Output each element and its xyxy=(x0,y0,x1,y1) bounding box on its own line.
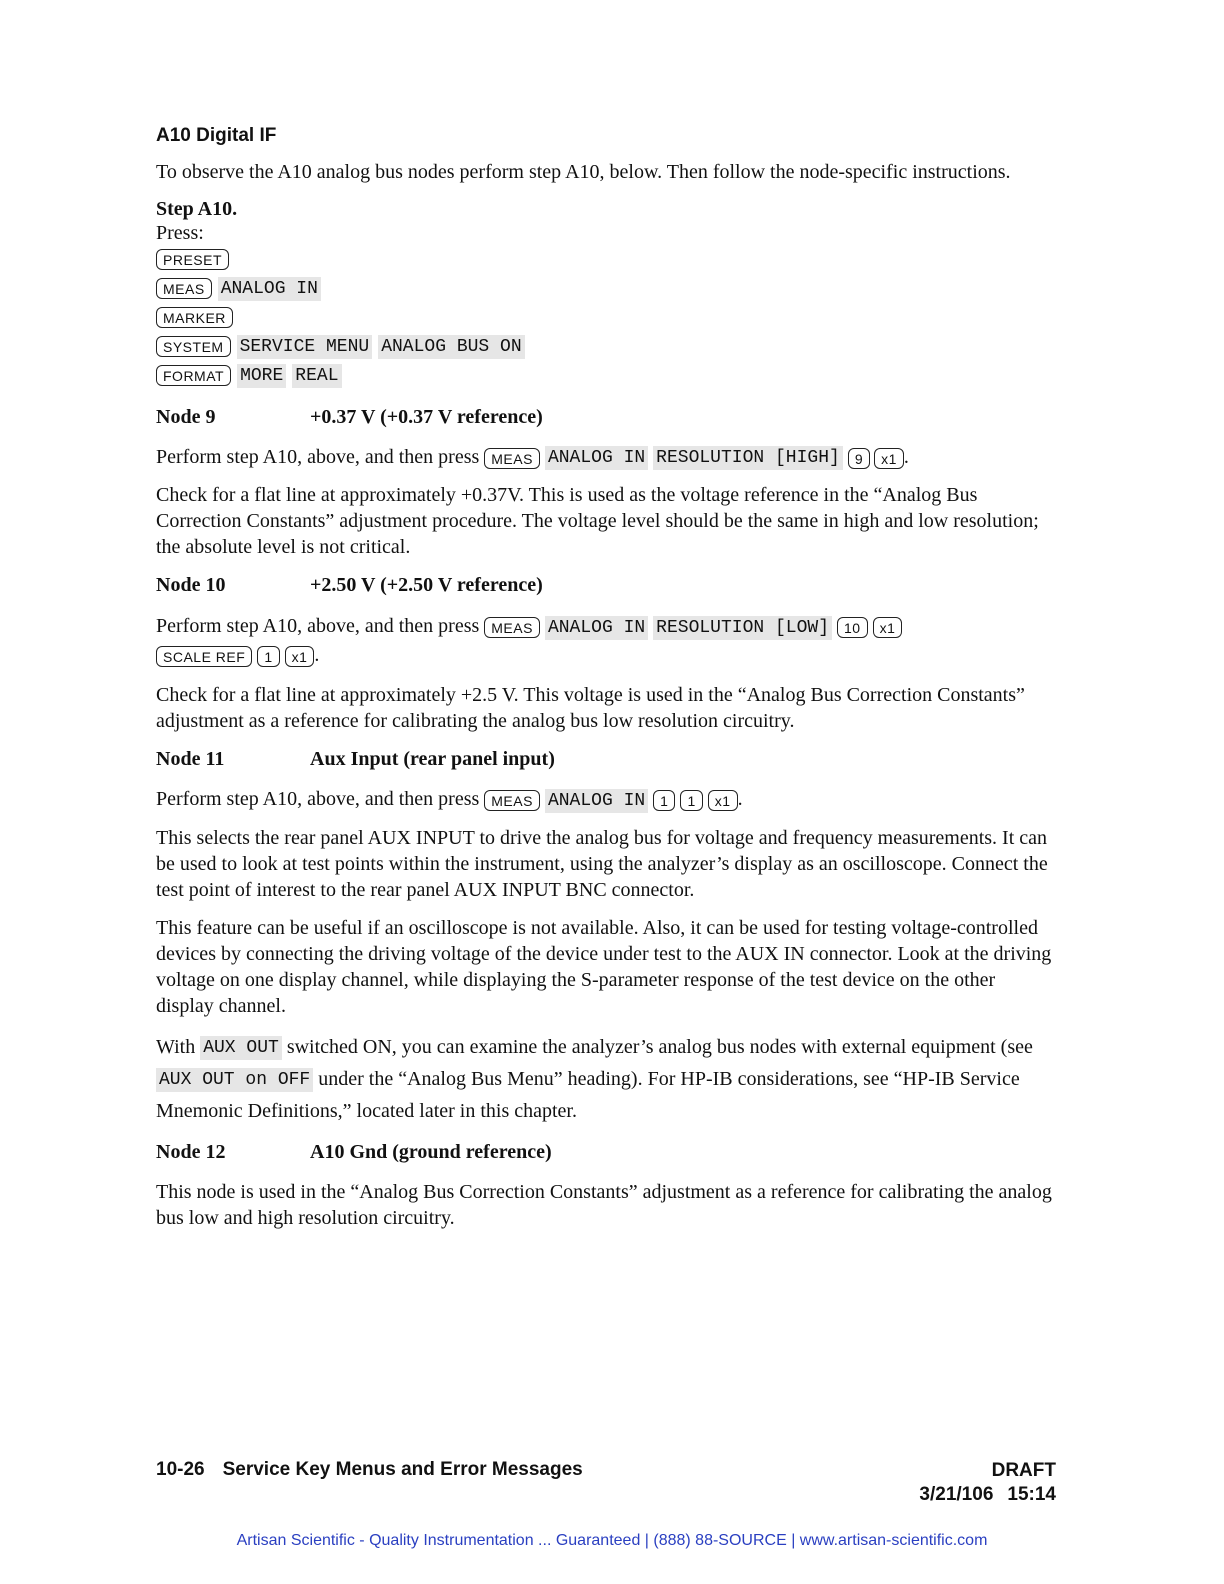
node-description: This node is used in the “Analog Bus Correction Constants” adjustment as a reference for calibrating the analog bus low and high resolution circuitry. xyxy=(156,1180,1052,1229)
node-title: +0.37 V (+0.37 V reference) xyxy=(310,406,543,428)
step-title: Step A10. xyxy=(156,198,238,220)
aux-out-on-off-softkey[interactable]: AUX OUT on OFF xyxy=(156,1068,313,1092)
system-key[interactable]: SYSTEM xyxy=(156,336,231,357)
node-title: A10 Gnd (ground reference) xyxy=(310,1140,552,1163)
footer-left xyxy=(156,1459,583,1481)
node-description: Check for a flat line at approximately +0.37V. This is used as the voltage reference in the “Analog Bus Correction Constants” adjustment procedure. The voltage level should be the same in high and low resolution; the absolute level is not critical. xyxy=(156,484,1039,559)
footer-date: 3/21/106 xyxy=(919,1484,994,1505)
x1-key[interactable]: x1 xyxy=(708,790,738,811)
node-heading xyxy=(156,746,1056,772)
press-label: Press: xyxy=(156,222,204,244)
footer-time: 15:14 xyxy=(1007,1484,1056,1505)
x1-key[interactable]: x1 xyxy=(285,646,315,667)
format-key[interactable]: FORMAT xyxy=(156,365,231,386)
analog-bus-on-softkey[interactable]: ANALOG BUS ON xyxy=(378,335,524,359)
digit-1-key[interactable]: 1 xyxy=(653,790,675,811)
analog-in-softkey[interactable]: ANALOG IN xyxy=(545,789,648,813)
x1-key[interactable]: x1 xyxy=(873,617,903,638)
more-softkey[interactable]: MORE xyxy=(237,364,286,388)
scale-ref-key[interactable]: SCALE REF xyxy=(156,646,252,667)
page-number: 10-26 xyxy=(156,1459,205,1480)
analog-in-softkey[interactable]: ANALOG IN xyxy=(218,277,321,301)
meas-key[interactable]: MEAS xyxy=(156,278,212,299)
node-label: Node 12 xyxy=(156,1140,226,1163)
preset-key[interactable]: PRESET xyxy=(156,249,229,270)
node-description: This feature can be useful if an oscilloscope is not available. Also, it can be used for testing voltage-controlled devices by connecting the driving voltage of the device under test to the AUX IN connector. Look at the driving voltage on one display channel, while displaying the S-parameter response of the test device on the other display channel. xyxy=(156,916,1052,1017)
node-instruction: Perform step A10, above, and then press MEAS ANALOG IN 1 1 x1 . xyxy=(156,788,743,811)
node-label: Node 9 xyxy=(156,406,216,428)
node-heading xyxy=(156,1139,1056,1165)
node-label: Node 10 xyxy=(156,574,226,597)
x1-key[interactable]: x1 xyxy=(874,448,904,469)
node-heading xyxy=(156,572,1056,598)
instruction-text: Perform step A10, above, and then press xyxy=(156,446,480,468)
intro-paragraph: To observe the A10 analog bus nodes perform step A10, below. Then follow the node-specific instructions. xyxy=(156,161,1011,183)
resolution-softkey[interactable]: RESOLUTION [HIGH] xyxy=(653,446,843,470)
instruction-text: Perform step A10, above, and then press xyxy=(156,788,480,811)
key-line xyxy=(156,303,1056,332)
node-instruction: Perform step A10, above, and then press MEAS ANALOG IN RESOLUTION [HIGH] 9 x1 . xyxy=(156,446,909,469)
node-description: Check for a flat line at approximately +2.5 V. This voltage is used in the “Analog Bus Correction Constants” adjustment as a reference for calibrating the analog bus low resolution circuitry. xyxy=(156,684,1025,733)
key-line xyxy=(156,245,1056,274)
section-title: A10 Digital IF xyxy=(156,125,277,146)
digit-1-key[interactable]: 1 xyxy=(680,790,702,811)
aux-text: under the “Analog Bus Menu” heading). For HP-IB considerations, see “HP-IB Service Mnemonic Definitions,” located later in this chapter. xyxy=(156,1067,1020,1122)
chapter-title: Service Key Menus and Error Messages xyxy=(222,1459,583,1480)
digit-9-key[interactable]: 9 xyxy=(848,448,870,469)
step-a10 xyxy=(156,197,1056,390)
node-description: This selects the rear panel AUX INPUT to drive the analog bus for voltage and frequency measurements. It can be used to look at test points within the instrument, using the analyzer’s display as an oscilloscope. Connect the test point of interest to the rear panel AUX INPUT BNC connector. xyxy=(156,826,1048,901)
service-menu-softkey[interactable]: SERVICE MENU xyxy=(237,335,373,359)
node-instruction: Perform step A10, above, and then press MEAS ANALOG IN RESOLUTION [LOW] 10 x1 SCALE REF 1 x1 . xyxy=(156,612,1056,670)
draft-label: DRAFT xyxy=(991,1460,1056,1481)
meas-key[interactable]: MEAS xyxy=(484,448,540,469)
footer-timestamp xyxy=(919,1483,1056,1507)
real-softkey[interactable]: REAL xyxy=(292,364,341,388)
meas-key[interactable]: MEAS xyxy=(484,617,540,638)
analog-in-softkey[interactable]: ANALOG IN xyxy=(545,616,648,640)
key-line xyxy=(156,274,1056,303)
aux-text: With xyxy=(156,1035,196,1058)
key-line xyxy=(156,361,1056,390)
analog-in-softkey[interactable]: ANALOG IN xyxy=(545,446,648,470)
vendor-banner-link[interactable]: Artisan Scientific - Quality Instrumentation ... Guaranteed | (888) 88-SOURCE | www.artisan-scientific.com xyxy=(236,1532,988,1549)
footer-right xyxy=(919,1459,1056,1507)
node-label: Node 11 xyxy=(156,748,225,771)
digit-1-key[interactable]: 1 xyxy=(257,646,279,667)
instruction-text: Perform step A10, above, and then press xyxy=(156,615,480,638)
resolution-softkey[interactable]: RESOLUTION [LOW] xyxy=(653,616,832,640)
key-line xyxy=(156,332,1056,361)
aux-text: switched ON, you can examine the analyzer’s analog bus nodes with external equipment (see xyxy=(286,1035,1033,1058)
node-heading xyxy=(156,404,1056,430)
aux-out-paragraph xyxy=(156,1031,1056,1127)
node-title: Aux Input (rear panel input) xyxy=(310,748,555,771)
page-body xyxy=(156,125,1056,1243)
marker-key[interactable]: MARKER xyxy=(156,307,233,328)
node-title: +2.50 V (+2.50 V reference) xyxy=(310,574,543,597)
meas-key[interactable]: MEAS xyxy=(484,790,540,811)
digit-10-key[interactable]: 10 xyxy=(837,617,868,638)
aux-out-softkey[interactable]: AUX OUT xyxy=(200,1036,282,1060)
